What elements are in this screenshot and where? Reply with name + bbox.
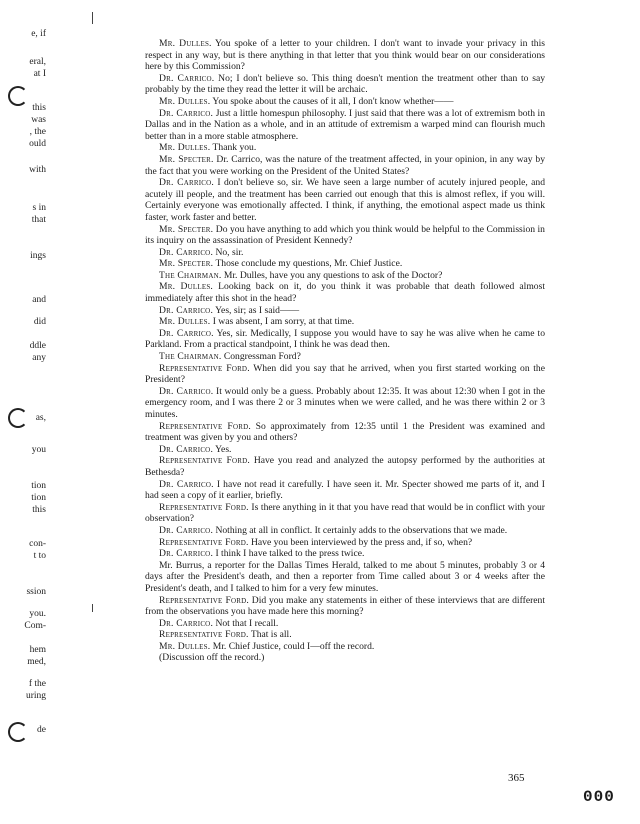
transcript-paragraph (145, 154, 545, 177)
margin-fragment: ddle (29, 341, 46, 351)
transcript-paragraph (145, 316, 545, 328)
speech-text: I have not read it carefully. I have seen it. Mr. Specter showed me parts of it, and I had seen a copy of it earlier, briefly. (145, 478, 545, 502)
transcript-paragraph (145, 560, 545, 595)
punch-hole-icon (8, 722, 28, 742)
margin-fragment: you (31, 445, 46, 455)
margin-fragment: eral, (29, 57, 46, 67)
transcript-paragraph (145, 73, 545, 96)
speech-text: I think I have talked to the press twice. (215, 548, 365, 560)
speech-text: Those conclude my questions, Mr. Chief Justice. (215, 258, 403, 270)
margin-fragment: s in (32, 203, 46, 213)
speech-text: Have you read and analyzed the autopsy performed by the authorities at Bethesda? (145, 455, 545, 478)
margin-fragment: this (32, 103, 46, 113)
speaker-name: Dr. Carrico. (159, 443, 214, 455)
speech-text: It would only be a guess. Probably about 12:35. It was about 12:30 when I got in the emergency room, and I was there 2 or 3 minutes when we were called, and he was there within 2 or 3 minutes. (145, 385, 546, 420)
margin-fragment: any (32, 353, 46, 363)
speaker-name: Representative Ford. (159, 362, 250, 374)
speech-text: So approximately from 12:35 until 1 the President was examined and treatment was given by you and others? (145, 420, 545, 444)
speaker-name: Dr. Carrico. (159, 327, 214, 339)
transcript-paragraph (145, 281, 545, 304)
transcript-paragraph (145, 142, 545, 154)
margin-mark (92, 604, 93, 612)
speech-text: That is all. (250, 629, 292, 641)
speaker-name: The Chairman. (159, 269, 222, 281)
speaker-name: Dr. Carrico. (159, 72, 215, 84)
margin-fragment: tion (31, 481, 46, 491)
transcript-paragraph (145, 629, 545, 641)
speaker-name: Dr. Carrico. (159, 304, 214, 316)
speaker-name: Mr. Dulles. (159, 95, 211, 107)
speaker-name: Dr. Carrico. (159, 177, 215, 189)
transcript-paragraph (145, 652, 545, 664)
speech-text: I don't believe so, sir. We have seen a large number of acutely injured people, and acutely ill people, and the treatment has been carried out enough that this is almost reflex, if you will. Certainly everyone was emotionally affected. I think, if anything, the emotional aspect made us think faster, work faster and better. (145, 177, 546, 223)
transcript-paragraph (145, 444, 545, 456)
speaker-name: Representative Ford. (159, 420, 251, 432)
margin-fragment: , the (29, 127, 46, 137)
speech-text: Thank you. (212, 142, 257, 154)
margin-fragment: ssion (26, 587, 46, 597)
speaker-name: Dr. Carrico. (159, 385, 214, 397)
transcript-body (145, 38, 545, 664)
speech-text: Just a little homespun philosophy. I just said that there was a lot of extremism both in Dallas and in the Nation as a whole, and in an attitude of extremism a warped mind can flourish much better than in a more stable atmosphere. (145, 107, 546, 142)
speaker-name: Representative Ford. (159, 455, 250, 467)
speaker-name: Representative Ford. (159, 594, 249, 606)
margin-fragment: t to (33, 551, 46, 561)
transcript-paragraph (145, 96, 545, 108)
speech-text: Dr. Carrico, was the nature of the treatment affected, in your opinion, in any way by the fact that you were working on the President of the United States? (145, 153, 545, 177)
speech-text: (Discussion off the record.) (159, 652, 265, 664)
margin-fragment: with (29, 165, 46, 175)
speaker-name: The Chairman. (159, 351, 222, 363)
speech-text: Did you make any statements in either of these interviews that are different from the observations you have made here this morning? (145, 594, 545, 618)
speech-text: Is there anything in it that you have read that would be in conflict with your observation? (145, 501, 545, 525)
speech-text: Have you been interviewed by the press and, if so, when? (251, 536, 473, 548)
page-number: 365 (508, 772, 525, 784)
speaker-name: Mr. Dulles. (159, 142, 211, 154)
transcript-paragraph (145, 641, 545, 653)
transcript-paragraph (145, 525, 545, 537)
transcript-paragraph (145, 548, 545, 560)
speaker-name: Representative Ford. (159, 501, 249, 513)
margin-fragment: hem (29, 645, 46, 655)
margin-fragment: ings (30, 251, 46, 261)
transcript-paragraph (145, 421, 545, 444)
margin-fragment: med, (27, 657, 46, 667)
speech-text: Not that I recall. (215, 617, 279, 629)
speaker-name: Mr. Specter. (159, 223, 214, 235)
speech-text: Nothing at all in conflict. It certainly adds to the observations that we made. (215, 524, 508, 536)
transcript-paragraph (145, 479, 545, 502)
speech-text: I was absent, I am sorry, at that time. (212, 316, 355, 328)
speaker-name: Mr. Dulles. (159, 640, 211, 652)
transcript-paragraph (145, 224, 545, 247)
speech-text: When did you say that he arrived, when you first started working on the President? (145, 362, 545, 386)
margin-fragment: did (33, 317, 46, 327)
speech-text: Congressman Ford? (223, 351, 301, 363)
speaker-name: Mr. Dulles. (159, 281, 214, 293)
transcript-paragraph (145, 305, 545, 317)
transcript-paragraph (145, 270, 545, 282)
speaker-name: Representative Ford. (159, 629, 249, 641)
transcript-paragraph (145, 502, 545, 525)
margin-fragment: and (32, 295, 46, 305)
margin-fragment: was (31, 115, 46, 125)
margin-fragment: at I (33, 69, 46, 79)
document-stamp: 000 (583, 788, 615, 806)
speech-text: Yes, sir. Medically, I suppose you would have to say he was alive when he came to Parkland. From a practical standpoint, I think he was dead then. (145, 327, 545, 351)
margin-fragment: e, if (31, 29, 46, 39)
transcript-paragraph (145, 108, 545, 143)
punch-hole-icon (8, 408, 28, 428)
speaker-name: Mr. Specter. (159, 258, 214, 270)
speaker-name: Dr. Carrico. (159, 478, 214, 490)
transcript-paragraph (145, 386, 545, 421)
transcript-paragraph (145, 247, 545, 259)
transcript-paragraph (145, 363, 545, 386)
speaker-name: Dr. Carrico. (159, 524, 214, 536)
transcript-paragraph (145, 618, 545, 630)
speech-text: Do you have anything to add which you think would be helpful to the Commission in its inquiry on the assassination of President Kennedy? (145, 223, 545, 247)
speech-text: Looking back on it, do you think it was probable that death followed almost immediately after this shot in the head? (145, 281, 545, 305)
transcript-paragraph (145, 351, 545, 363)
speaker-name: Dr. Carrico. (159, 107, 214, 119)
punch-hole-icon (8, 86, 28, 106)
speaker-name: Mr. Dulles. (159, 38, 212, 49)
speaker-name: Mr. Specter. (159, 153, 214, 165)
margin-fragment: as, (35, 413, 46, 423)
margin-fragment: tion (31, 493, 46, 503)
margin-fragment: you. (29, 609, 46, 619)
margin-fragment: ould (29, 139, 46, 149)
margin-fragment: f the (28, 679, 46, 689)
speech-text: Yes, sir; as I said—— (215, 304, 300, 316)
speaker-name: Dr. Carrico. (159, 548, 214, 560)
speaker-name: Dr. Carrico. (159, 617, 214, 629)
speech-text: Mr. Dulles, have you any questions to ask of the Doctor? (223, 269, 443, 281)
speaker-name: Representative Ford. (159, 536, 249, 548)
speaker-name: Mr. Dulles. (159, 316, 211, 328)
speech-text: No, sir. (215, 246, 244, 258)
speech-text: No; I don't believe so. This thing doesn't mention the treatment other than to say probably by the time they read the letter it will be archaic. (145, 72, 546, 96)
speech-text: You spoke about the causes of it all, I don't know whether—— (212, 95, 454, 107)
transcript-paragraph (145, 38, 545, 73)
speech-text: Mr. Burrus, a reporter for the Dallas Times Herald, talked to me about 5 minutes, probably 3 or 4 days after the President's death, and then a reporter from Time called about 3 or 4 weeks after the President's death, and I talked to him for a very few minutes. (145, 559, 545, 594)
speaker-name: Dr. Carrico. (159, 246, 214, 258)
margin-fragment: that (31, 215, 46, 225)
margin-fragment: uring (25, 691, 46, 701)
transcript-paragraph (145, 537, 545, 549)
margin-fragment: con- (29, 539, 46, 549)
margin-fragment: de (37, 725, 46, 735)
transcript-paragraph (145, 455, 545, 478)
transcript-paragraph (145, 595, 545, 618)
margin-mark (92, 12, 93, 24)
margin-fragment: Com- (24, 621, 46, 631)
speech-text: Yes. (215, 443, 232, 455)
transcript-paragraph (145, 177, 545, 223)
margin-fragment: this (32, 505, 46, 515)
transcript-paragraph (145, 328, 545, 351)
speech-text: Mr. Chief Justice, could I—off the record. (212, 640, 375, 652)
speech-text: You spoke of a letter to your children. I don't want to invade your privacy in this respect in any way, but is there anything in that letter that you think would bear on our considerations here by this Commission? (145, 38, 545, 73)
transcript-paragraph (145, 258, 545, 270)
